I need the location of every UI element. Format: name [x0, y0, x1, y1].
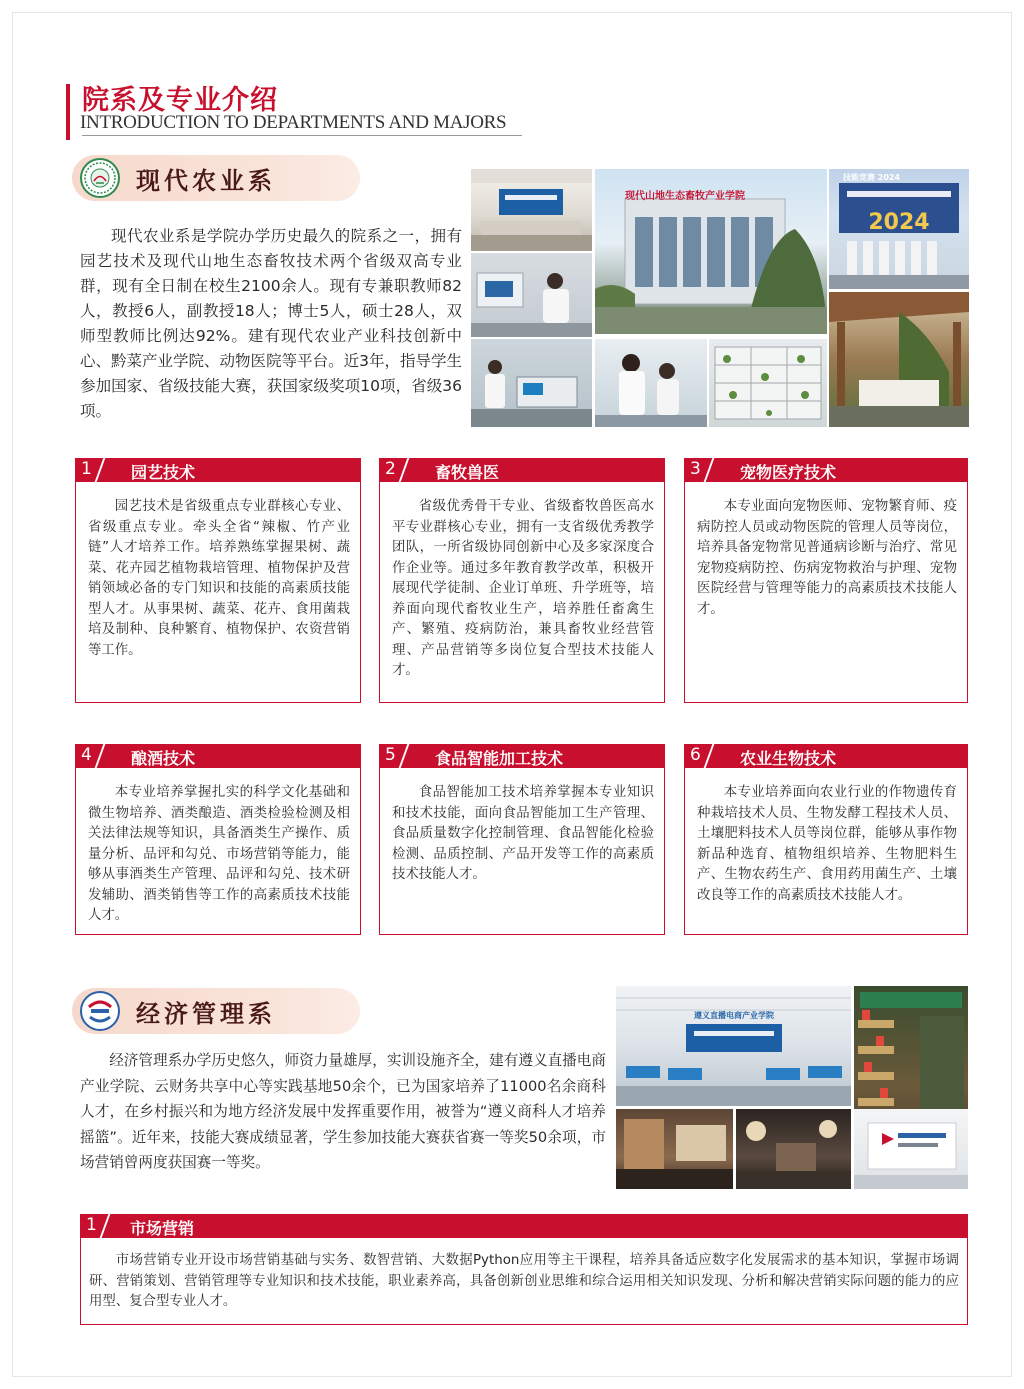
major-number: 2 — [385, 459, 396, 479]
major-card-header — [379, 458, 665, 482]
major-name: 酿酒技术 — [131, 749, 196, 768]
photo-caption-ecommerce: 遵义直播电商产业学院 — [694, 1011, 774, 1020]
major-description: 本专业培养掌握扎实的科学文化基础和微生物培养、酒类酿造、酒类检验检测及相关法律法规等知识，具备酒类生产操作、质量分析、品评和勾兑、市场营销等能力，能够从事酒类生产管理、品评和勾兑、技术研发辅助、酒类销售等工作的高素质技术技能人才。 — [88, 785, 350, 923]
major-card-marketing — [80, 1214, 968, 1325]
major-number: 1 — [81, 459, 92, 479]
agriculture-logo-icon — [80, 158, 120, 198]
photo-lab-instrument — [471, 339, 592, 427]
major-description: 本专业培养面向农业行业的作物遗传育种栽培技术人员、生物发酵工程技术人员、土壤肥料技术人员等岗位群，能够从事作物新品种选育、植物组织培养、生物肥料生产、生物农药生产、食用药用菌生产、土壤改良等工作的高素质技术技能人才。 — [697, 785, 957, 903]
major-name: 宠物医疗技术 — [740, 463, 837, 482]
major-number: 3 — [690, 459, 701, 479]
major-name: 园艺技术 — [131, 463, 196, 482]
major-header-divider — [100, 1214, 111, 1238]
major-card-header — [80, 1214, 968, 1238]
major-header-divider — [95, 744, 106, 768]
photo-industry-college-sign — [854, 1109, 968, 1189]
major-description: 园艺技术是省级重点专业群核心专业、省级重点专业。牵头全省“辣椒、竹产业链”人才培养工作。培养熟练掌握果树、蔬菜、花卉园艺植物栽培管理、植物保护及营销领域必备的专门知识和技能的高素质技能型人才。从事果树、蔬菜、花卉、食用菌栽培及制种、良种繁育、植物保护、农资营销等工作。 — [88, 499, 350, 658]
major-card-pet-medical — [684, 458, 968, 703]
photo-campus-pavilion — [829, 292, 969, 427]
photo-caption-college: 现代山地生态畜牧产业学院 — [625, 191, 745, 202]
major-card-food-processing — [379, 744, 665, 935]
major-header-divider — [704, 458, 715, 482]
economics-logo-icon — [80, 991, 120, 1031]
header-title-en: INTRODUCTION TO DEPARTMENTS AND MAJORS — [80, 112, 507, 133]
major-header-divider — [399, 458, 410, 482]
photo-photography-studio — [736, 1109, 851, 1189]
major-card-horticulture — [75, 458, 361, 703]
photo-live-stream-studio — [616, 1109, 733, 1189]
dept-title-economics: 经济管理系 — [136, 999, 276, 1028]
major-description: 市场营销专业开设市场营销基础与实务、数智营销、大数据Python应用等主干课程，培养具备适应数字化发展需求的基本知识，掌握市场调研、营销策划、营销管理等专业知识和技术技能，职业素养高，具备创新创业思维和综合运用相关知识发现、分析和解决营销实际问题的能力的应用型、复合型专业人才。 — [89, 1253, 959, 1309]
photo-lab-reception — [471, 169, 592, 251]
major-number: 1 — [86, 1215, 97, 1235]
dept-intro-economics: 经济管理系办学历史悠久，师资力量雄厚，实训设施齐全，建有遵义直播电商产业学院、云财务共享中心等实践基地50余个，已为国家培养了11000名余商科人才，在乡村振兴和为地方经济发展中发挥重要作用，被誉为“遵义商科人才培养摇篮”。近年来，技能大赛成绩显著，学生参加技能大赛获省赛一等奖50余项，市场营销曾两度获国赛一等奖。 — [80, 1052, 606, 1171]
major-card-header — [75, 458, 361, 482]
major-card-header — [75, 744, 361, 768]
photo-lab-student — [595, 339, 707, 427]
major-name: 食品智能加工技术 — [435, 749, 564, 768]
photo-skills-competition — [829, 169, 969, 289]
major-number: 4 — [81, 745, 92, 765]
header-accent-bar — [66, 84, 70, 140]
photo-lab-research — [471, 253, 592, 337]
photo-industry-college-building — [595, 169, 827, 334]
major-card-header — [684, 458, 968, 482]
major-description: 省级优秀骨干专业、省级畜牧兽医高水平专业群核心专业，拥有一支省级优秀教学团队，一所省级协同创新中心及多家深度合作企业等。通过多年教育教学改革，积极开展现代学徒制、企业订单班、升学班等，培养面向现代畜牧业生产，培养胜任畜禽生产、繁殖、疫病防治，兼具畜牧业经营管理、产品营销等多岗位复合型技术技能人才。 — [392, 499, 654, 678]
major-card-header — [379, 744, 665, 768]
photo-ecommerce-training-center — [616, 986, 851, 1106]
major-card-agri-biotech — [684, 744, 968, 935]
major-header-divider — [399, 744, 410, 768]
photo-caption-competition: 技能竞赛 2024 — [843, 173, 901, 182]
photo-plant-tissue-culture — [709, 339, 827, 427]
dept-pill-agriculture — [72, 155, 360, 201]
major-description: 本专业面向宠物医师、宠物繁育师、疫病防控人员或动物医院的管理人员等岗位，培养具备宠物常见普通病诊断与治疗、常见宠物疫病防控、伤病宠物救治与护理、宠物医院经营与管理等能力的高素质技术技能人才。 — [697, 499, 957, 617]
major-description: 食品智能加工技术培养掌握本专业知识和技术技能，面向食品智能加工生产管理、食品质量数字化控制管理、食品智能化检验检测、品质控制、产品开发等工作的高素质技术技能人才。 — [392, 785, 654, 882]
header-underline — [82, 135, 522, 136]
major-header-divider — [704, 744, 715, 768]
dept-title-agriculture: 现代农业系 — [136, 166, 276, 195]
major-number: 6 — [690, 745, 701, 765]
major-card-animal-husbandry — [379, 458, 665, 703]
header-title-cn: 院系及专业介绍 — [82, 85, 278, 116]
major-name: 农业生物技术 — [740, 749, 837, 768]
dept-pill-economics — [72, 988, 360, 1034]
svg-text:2024: 2024 — [868, 210, 930, 235]
major-name: 畜牧兽医 — [435, 463, 500, 482]
dept-intro-agriculture: 现代农业系是学院办学历史最久的院系之一，拥有园艺技术及现代山地生态畜牧技术两个省级双高专业群，现有全日制在校生2100余人。现有专兼职教师82人，教授6人，副教授18人；博士5人，硕士28人，双师型教师比例达92%。建有现代农业产业科技创新中心、黔菜产业学院、动物医院等平台。近3年，指导学生参加国家、省级技能大赛，获国家级奖项10项，省级36项。 — [80, 227, 462, 420]
major-name: 市场营销 — [130, 1219, 195, 1238]
major-card-brewing — [75, 744, 361, 935]
major-header-divider — [95, 458, 106, 482]
major-card-header — [684, 744, 968, 768]
major-number: 5 — [385, 745, 396, 765]
